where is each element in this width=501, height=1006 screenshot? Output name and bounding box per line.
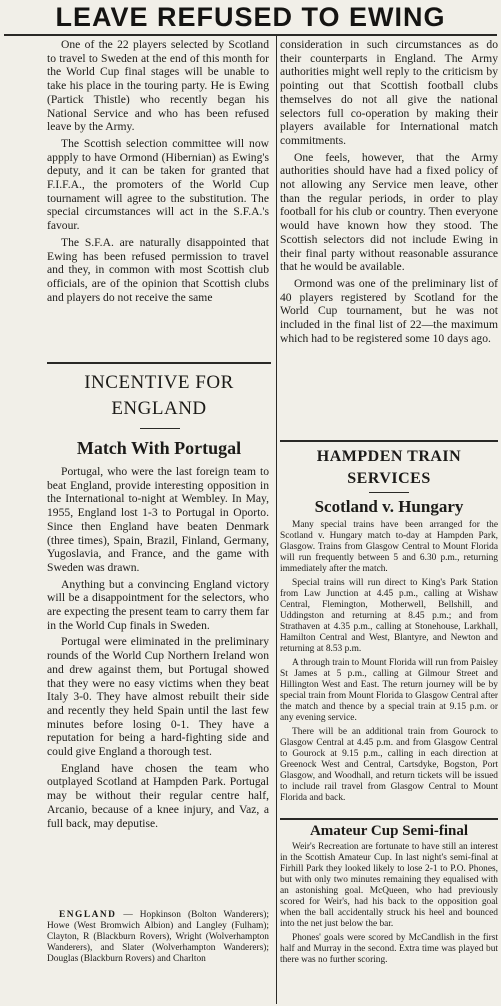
leave-paragraph: One feels, however, that the Army authorities should have had a fixed policy of not allowing any Service men leave, other than the regular periods, in order to play football for his club or country. Then everyone would have known how they stood. The Scottish selectors did not include Ewing in their final party without reasonable assurance that he would be available. bbox=[280, 150, 498, 274]
leave-paragraph: Ormond was one of the preliminary list of 40 players registered by Scotland for the World Cup tournament, but he was not included in the final list of 22—the maximum which had to be registered some 10 days ago. bbox=[280, 276, 498, 345]
incentive-paragraph: Anything but a convincing England victory will be a disappointment for the selectors, who are expecting the present team to carry them far in the World Cup finals in Sweden. bbox=[47, 577, 269, 632]
incentive-paragraph: Portugal were eliminated in the preliminary rounds of the World Cup Northern Ireland won and drew against them, but Portugal showed that they were no easy victims when they beat Italy 3-0. They have almost rebuilt their side and recently they held Spain until the last few minutes before losing 0-1. They have a reputation for being a hard-fighting side and could give England a thorough test. bbox=[47, 635, 269, 759]
hampden-title-line1: HAMPDEN TRAIN bbox=[316, 448, 462, 465]
leave-story-left-column bbox=[47, 38, 269, 360]
lineup-label: ENGLAND bbox=[59, 910, 117, 920]
incentive-subtitle: Match With Portugal bbox=[76, 438, 242, 458]
page-headline: LEAVE REFUSED TO EWING bbox=[55, 2, 446, 32]
hampden-paragraph: Many special trains have been arranged for the Scotland v. Hungary match to-day at Hampden Park, Glasgow. Trains from Glasgow Central to Mount Florida will run frequently between 5 and 6.30 p.m., returning immediately after the match. bbox=[280, 520, 498, 574]
hampden-body bbox=[280, 520, 498, 814]
incentive-paragraph: England have chosen the team who outplayed Scotland at Hampden Park. Portugal may be without their regular centre half, Arcanio, because of a knee injury, and Vaz, a full back, may deputise. bbox=[47, 761, 269, 830]
hampden-paragraph: A through train to Mount Florida will run from Paisley St James at 5 p.m., calling at Gilmour Street and Hillington West and East. The return journey will be by special train from Mount Florida to Glasgow Central after the match and thence by a special train at 9.15 p.m. or any evening service. bbox=[280, 658, 498, 723]
short-rule bbox=[369, 492, 409, 493]
amateur-paragraph: Phones' goals were scored by McCandlish in the first half and Murray in the second. Extra time was played but there was no further scoring. bbox=[280, 933, 498, 965]
leave-paragraph: The Scottish selection committee will now appply to have Ormond (Hibernian) as Ewing's deputy, and it can be taken for granted that F.I.F.A., the promoters of the World Cup tournament will agree to the substitution. The special circumstances will act in the S.F.A.'s favour. bbox=[47, 136, 269, 233]
leave-story-right-column bbox=[280, 38, 498, 438]
incentive-title-line1: INCENTIVE FOR bbox=[84, 372, 234, 393]
england-lineup bbox=[47, 910, 269, 1004]
hampden-paragraph: Special trains will run direct to King's Park Station from Law Junction at 4.45 p.m., calling at Wishaw Central, Flemington, Motherwell, Bellshill, and Uddingston and returning at 8.45 p.m.; and from Strathaven at 4.35 p.m., calling at Stonehouse, Larkhall, Hamilton Central and West, Blantyre, and Newton and returning at 8.53 p.m. bbox=[280, 578, 498, 654]
leave-paragraph: consideration in such circumstances as do their counterparts in England. The Army authorities might well reply to the criticism by pointing out that Scottish football clubs themselves do not all give the national selectors full co-operation by making their players available for International match commitments. bbox=[280, 38, 498, 147]
section-rule bbox=[280, 440, 498, 442]
hampden-title-line2: SERVICES bbox=[347, 470, 431, 487]
hampden-paragraph: There will be an additional train from Gourock to Glasgow Central at 4.45 p.m. and from Glasgow Central to Gourock at 9.15 p.m., calling in each direction at Greenock West and Central, Cartsdyke, Bogston, Port Glasgow, and Woodhall, and return tickets will be issued to include rail travel from Glasgow Central to Mount Florida and back. bbox=[280, 727, 498, 803]
amateur-body bbox=[280, 842, 498, 1004]
leave-paragraph: The S.F.A. are naturally disappointed that Ewing has been refused permission to travel and they, in common with most Scottish club officials, are of the opinion that Scottish clubs and players do not receive the same bbox=[47, 235, 269, 304]
incentive-body bbox=[47, 465, 269, 897]
section-rule bbox=[47, 362, 271, 364]
short-rule bbox=[140, 428, 180, 429]
incentive-paragraph: Portugal, who were the last foreign team to beat England, provide interesting opposition in the International to-night at Wembley. In May, 1955, England lost 1-3 to Portugal in Oporto. Since then England have beaten Denmark (three times), Spain, Brazil, Finland, Germany, Yugoslavia, and France, and the game with Sweden was drawn. bbox=[47, 465, 269, 574]
leave-paragraph: One of the 22 players selected by Scotland to travel to Sweden at the end of this month for the World Cup final stages will be unable to take his place in the touring party. He is Ewing (Partick Thistle) who recently began his National Service and who has been refused leave by the Army. bbox=[47, 38, 269, 134]
headline-rule bbox=[4, 34, 497, 36]
hampden-subtitle: Scotland v. Hungary bbox=[314, 497, 464, 516]
section-rule bbox=[280, 818, 498, 820]
column-divider bbox=[276, 36, 277, 1004]
lineup-text: — Hopkinson (Bolton Wanderers); Howe (West Bromwich Albion) and Langley (Fulham); Clayton, R (Blackburn Rovers), Wright (Wolverhampton Wanderers), and Slater (Wolverhampton Wanderers); Douglas (Blackburn Rovers) and Charlton bbox=[47, 910, 269, 964]
amateur-title: Amateur Cup Semi-final bbox=[309, 823, 469, 839]
incentive-title-line2: ENGLAND bbox=[111, 398, 207, 419]
amateur-paragraph: Weir's Recreation are fortunate to have still an interest in the Scottish Amateur Cup. In last night's semi-final at Firhill Park they looked likely to lose 2-1 to P.O. Phones, but with only two minutes remaining they equalised with an astonishing goal. McQueen, who had previously scored for Weir's, had his back to the opposition goal when the ball accidentally struck his heel and bounced into the net just below the bar. bbox=[280, 842, 498, 929]
